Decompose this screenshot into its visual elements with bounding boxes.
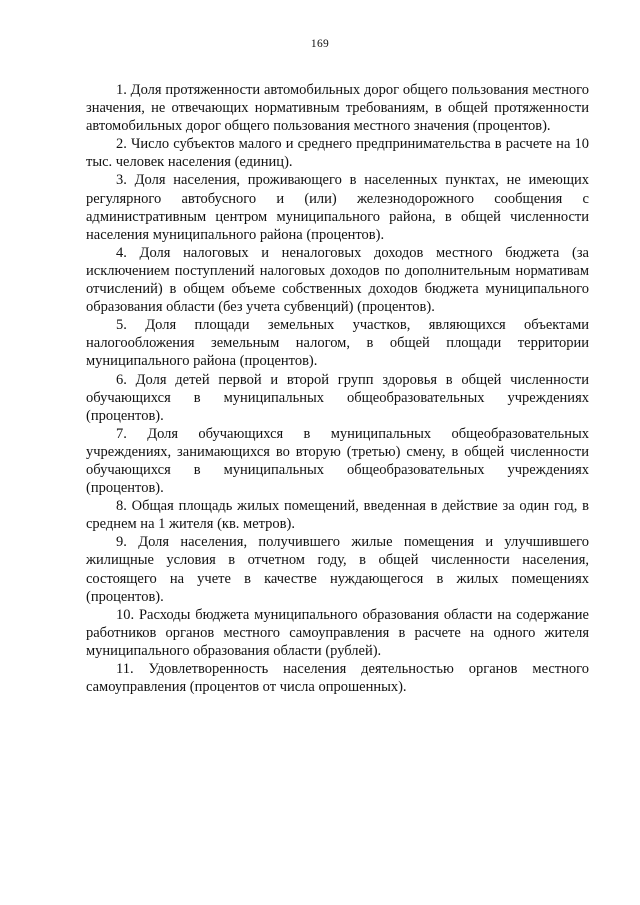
indicator-paragraph-4: 4. Доля налоговых и неналоговых доходов местного бюджета (за исключением поступлений налоговых доходов по дополнительным нормативам отчислений) в общем объеме собственных доходов бюджета муниципального образования области (без учета субвенций) (процентов). [86,244,589,316]
indicator-paragraph-3: 3. Доля населения, проживающего в населенных пунктах, не имеющих регулярного автобусного и (или) железнодорожного сообщения с административным центром муниципального района, в общей численности населения муниципального района (процентов). [86,172,589,243]
indicator-list [86,81,589,696]
indicator-paragraph-2: 2. Число субъектов малого и среднего предпринимательства в расчете на 10 тыс. человек населения (единиц). [86,136,589,171]
indicator-paragraph-5: 5. Доля площади земельных участков, являющихся объектами налогообложения земельным налогом, в общей площади территории муниципального района (процентов). [86,317,589,370]
indicator-paragraph-7: 7. Доля обучающихся в муниципальных общеобразовательных учреждениях, занимающихся во вторую (третью) смену, в общей численности обучающихся в муниципальных общеобразовательных учреждениях (процентов). [86,425,589,497]
indicator-paragraph-9: 9. Доля населения, получившего жилые помещения и улучшившего жилищные условия в отчетном году, в общей численности населения, состоящего на учете в качестве нуждающегося в жилых помещениях (процентов). [86,534,589,605]
indicator-paragraph-6: 6. Доля детей первой и второй групп здоровья в общей численности обучающихся в муниципальных общеобразовательных учреждениях (процентов). [86,371,589,424]
indicator-paragraph-8: 8. Общая площадь жилых помещений, введенная в действие за один год, в среднем на 1 жителя (кв. метров). [86,498,589,533]
indicator-paragraph-11: 11. Удовлетворенность населения деятельностью органов местного самоуправления (процентов от числа опрошенных). [86,661,589,696]
indicator-paragraph-10: 10. Расходы бюджета муниципального образования области на содержание работников органов местного самоуправления в расчете на одного жителя муниципального образования области (рублей). [86,606,589,659]
page-number: 169 [310,38,330,50]
indicator-paragraph-1: 1. Доля протяженности автомобильных дорог общего пользования местного значения, не отвечающих нормативным требованиям, в общей протяженности автомобильных дорог общего пользования местного значения (процентов). [86,82,589,135]
